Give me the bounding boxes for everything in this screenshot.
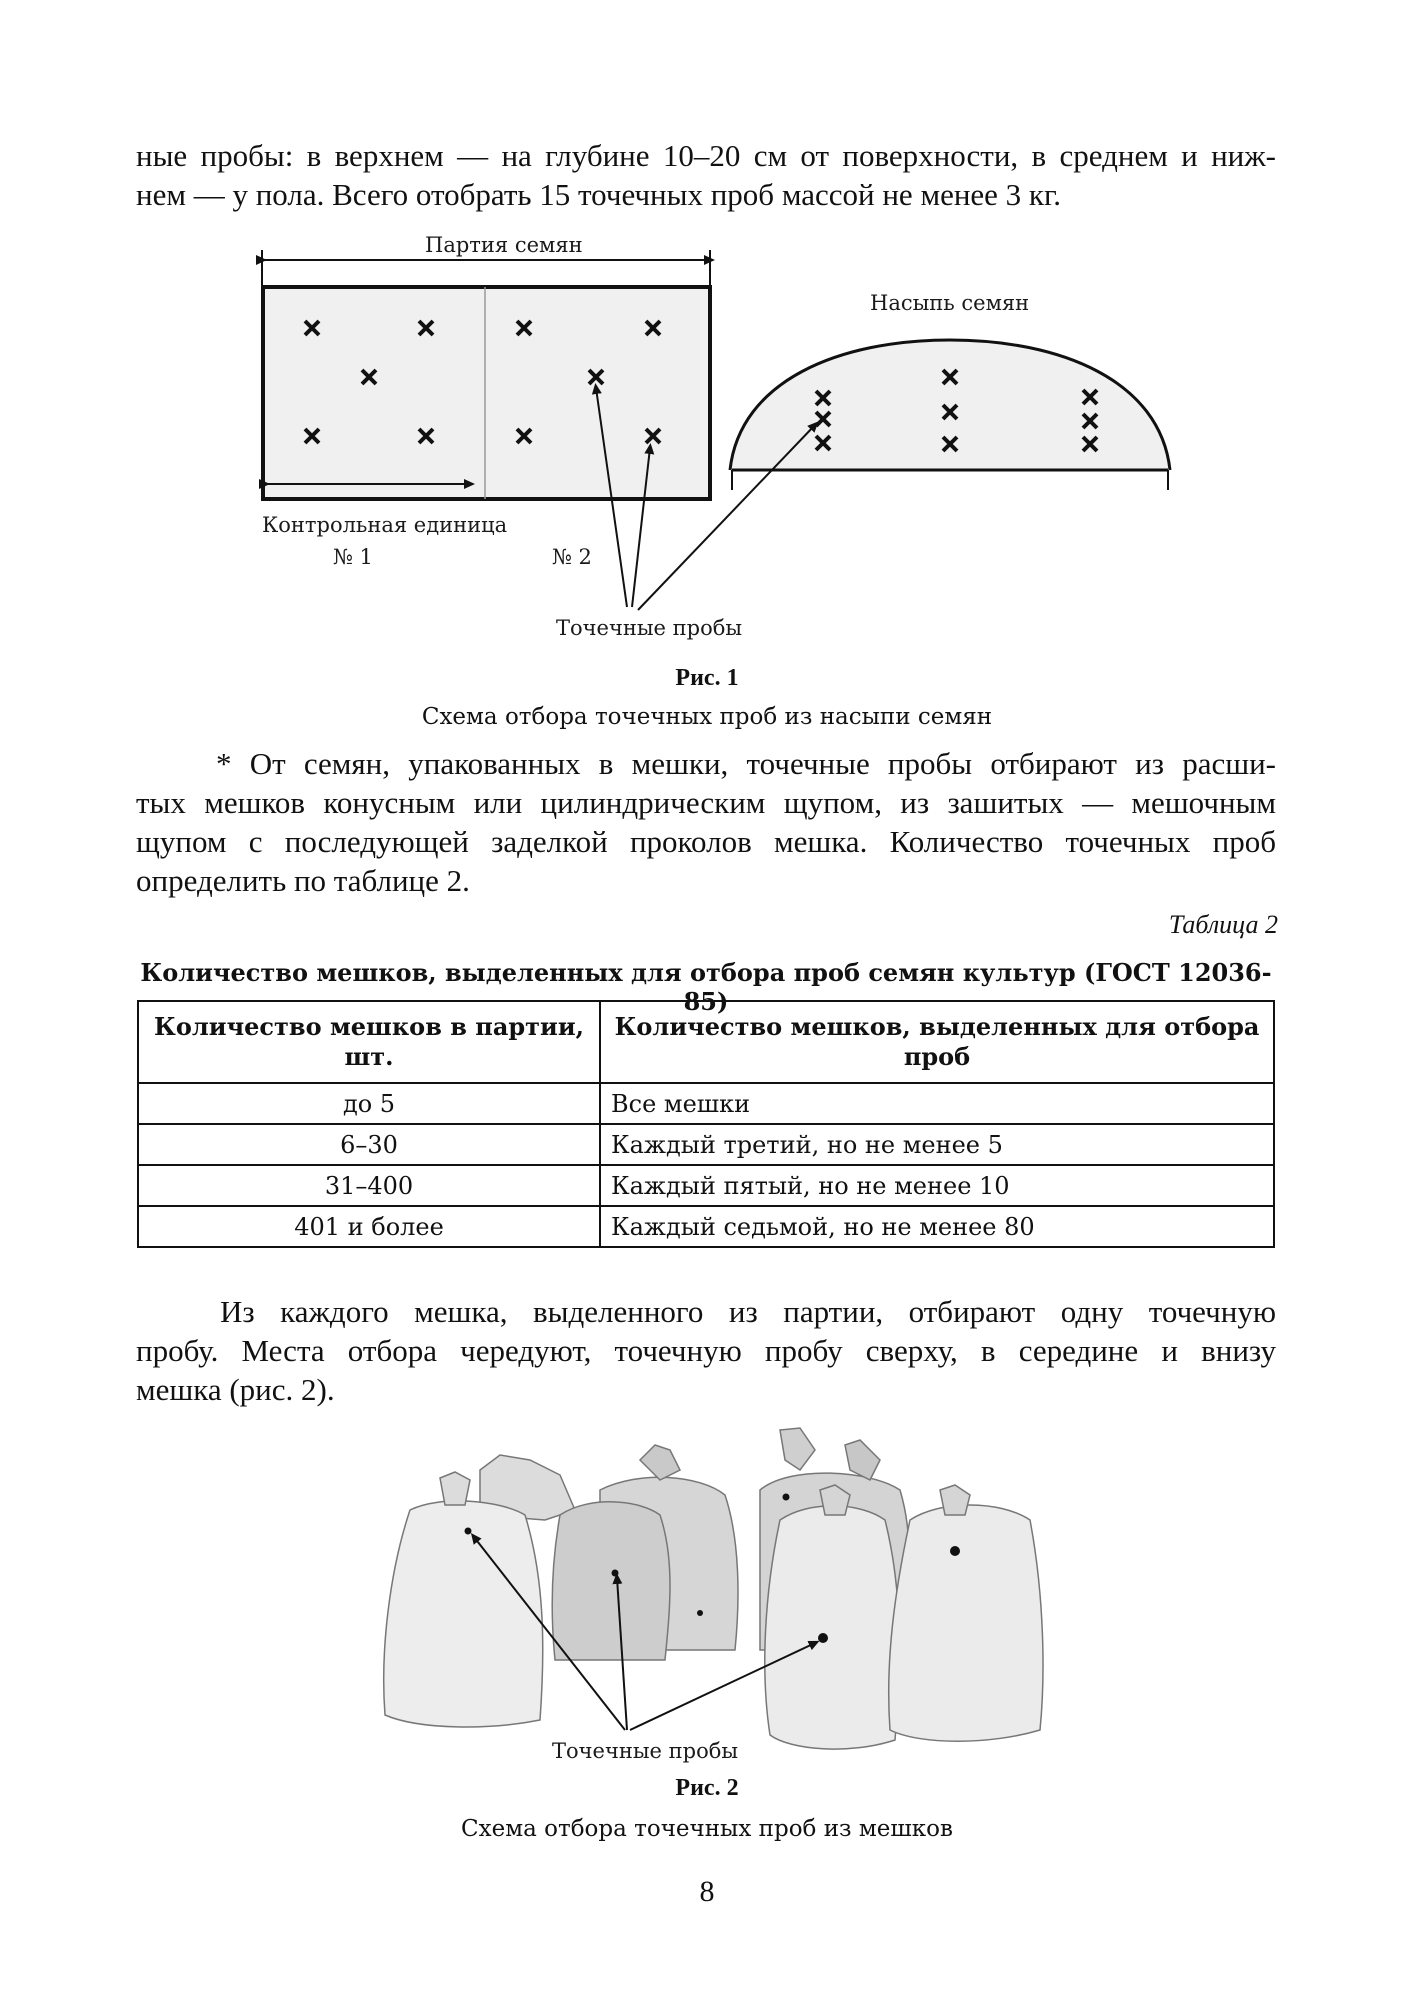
batch-rectangle bbox=[263, 287, 710, 499]
cell-bag-count: 6–30 bbox=[138, 1124, 600, 1165]
sample-point bbox=[818, 1633, 828, 1643]
bag bbox=[940, 1485, 970, 1515]
cell-bags-selected: Каждый пятый, но не менее 10 bbox=[600, 1165, 1274, 1206]
bags-line-3: щупом с последующей заделкой проколов мешка. Количество точечных проб bbox=[136, 824, 1276, 859]
bags-paragraph bbox=[136, 744, 1276, 900]
figure-2-diagram bbox=[0, 1420, 1414, 1780]
table-header-row bbox=[138, 1001, 1274, 1083]
cell-bags-selected: Все мешки bbox=[600, 1083, 1274, 1124]
intro-line-2: нем — у пола. Всего отобрать 15 точечных проб массой не менее 3 кг. bbox=[136, 177, 1061, 212]
label-batch: Партия семян bbox=[425, 233, 583, 257]
bags-line-1: * От семян, упакованных в мешки, точечные пробы отбирают из расши- bbox=[216, 746, 1276, 781]
table-2 bbox=[137, 1000, 1275, 1248]
sample-point bbox=[950, 1546, 960, 1556]
table-row bbox=[138, 1206, 1274, 1247]
page-number: 8 bbox=[699, 1875, 715, 1908]
sample-point bbox=[612, 1570, 619, 1577]
figure-2-caption: Схема отбора точечных проб из мешков bbox=[461, 1816, 953, 1842]
cell-bag-count: 31–400 bbox=[138, 1165, 600, 1206]
bag bbox=[440, 1472, 470, 1505]
bag-pile bbox=[384, 1428, 1043, 1749]
bags-line-4: определить по таблице 2. bbox=[136, 863, 470, 898]
bag bbox=[765, 1506, 900, 1749]
cell-bag-count: до 5 bbox=[138, 1083, 600, 1124]
figure-1-number: Рис. 1 bbox=[675, 665, 739, 691]
each-line-3: мешка (рис. 2). bbox=[136, 1372, 335, 1407]
sample-point bbox=[783, 1494, 790, 1501]
label-unit-no2: № 2 bbox=[552, 545, 592, 569]
figure-1-diagram bbox=[0, 0, 1414, 660]
intro-line-1: ные пробы: в верхнем — на глубине 10–20 см от поверхности, в среднем и ниж- bbox=[136, 138, 1276, 173]
bag bbox=[552, 1502, 670, 1660]
label-control-unit: Контрольная единица bbox=[262, 513, 508, 537]
table-row bbox=[138, 1083, 1274, 1124]
table-row bbox=[138, 1165, 1274, 1206]
bags-line-2: тых мешков конусным или цилиндрическим щупом, из зашитых — мешочным bbox=[136, 785, 1276, 820]
each-line-2: пробу. Места отбора чередуют, точечную пробу сверху, в середине и внизу bbox=[136, 1333, 1276, 1368]
bag bbox=[780, 1428, 815, 1470]
bag bbox=[640, 1445, 680, 1480]
table-row bbox=[138, 1124, 1274, 1165]
label-unit-no1: № 1 bbox=[333, 545, 373, 569]
figure-2-number: Рис. 2 bbox=[675, 1775, 739, 1801]
each-line-1: Из каждого мешка, выделенного из партии, отбирают одну точечную bbox=[220, 1294, 1276, 1329]
each-bag-paragraph bbox=[136, 1292, 1276, 1409]
table-2-label: Таблица 2 bbox=[1168, 910, 1278, 939]
sample-point bbox=[465, 1528, 472, 1535]
table-header-bags-selected: Количество мешков, выделенных для отбора проб bbox=[600, 1001, 1274, 1083]
label-point-samples-2: Точечные пробы bbox=[552, 1739, 739, 1763]
cell-bags-selected: Каждый седьмой, но не менее 80 bbox=[600, 1206, 1274, 1247]
cell-bags-selected: Каждый третий, но не менее 5 bbox=[600, 1124, 1274, 1165]
sample-point bbox=[697, 1610, 703, 1616]
figure-1-caption: Схема отбора точечных проб из насыпи семян bbox=[421, 704, 993, 730]
cell-bag-count: 401 и более bbox=[138, 1206, 600, 1247]
bag bbox=[889, 1505, 1043, 1741]
table-header-bags-in-batch: Количество мешков в партии, шт. bbox=[138, 1001, 600, 1083]
label-point-samples-1: Точечные пробы bbox=[556, 616, 743, 640]
label-heap: Насыпь семян bbox=[870, 291, 1030, 315]
bag bbox=[384, 1501, 543, 1727]
table-2-title: Количество мешков, выделенных для отбора проб семян культур (ГОСТ 12036-85) bbox=[140, 958, 1272, 1016]
